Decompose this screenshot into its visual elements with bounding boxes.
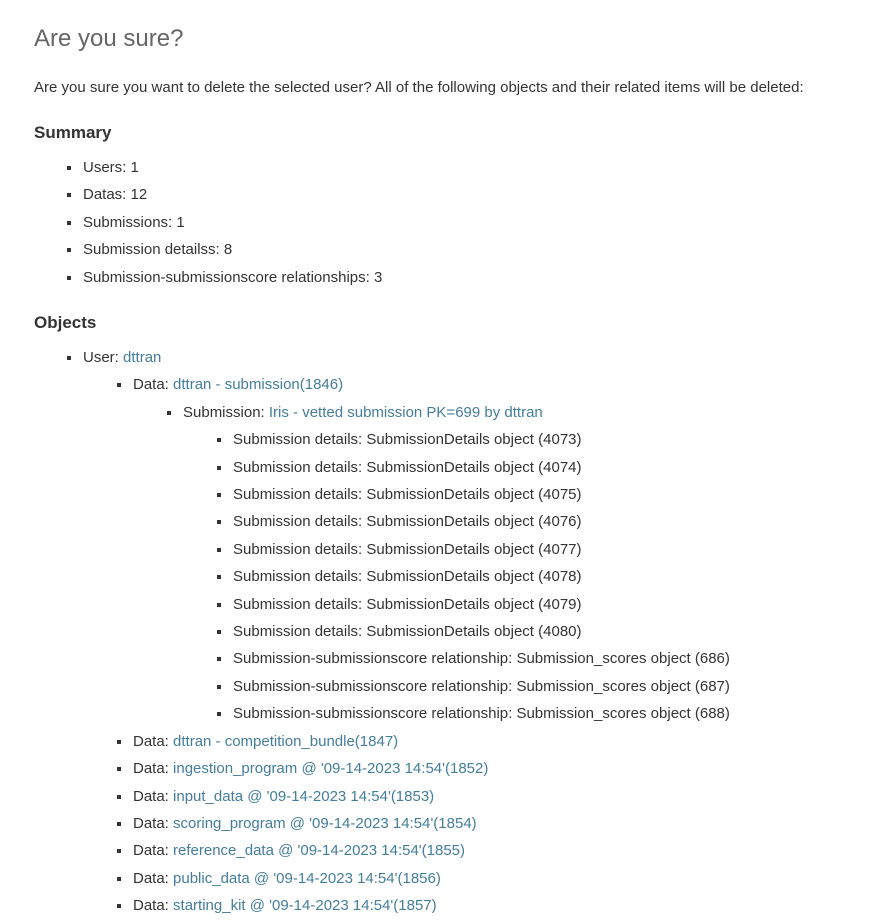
object-type-label: Submission:	[183, 403, 269, 421]
object-item	[233, 563, 730, 590]
object-type-label: Submission-submissionscore relationship: Submission_scores object (687)	[233, 677, 730, 695]
object-type-label: Data:	[133, 732, 174, 750]
object-link[interactable]: dttran - submission(1846)	[173, 376, 344, 394]
object-item	[233, 591, 730, 618]
object-item	[233, 618, 730, 645]
object-type-label: Data:	[133, 787, 174, 805]
object-item	[133, 755, 730, 782]
intro-text: Are you sure you want to delete the selected user? All of the following objects and their related items will be deleted:	[34, 79, 804, 96]
object-item	[133, 837, 730, 864]
object-item	[233, 508, 730, 535]
object-item	[133, 371, 730, 727]
object-link[interactable]: public_data @ '09-14-2023 14:54'(1856)	[173, 869, 441, 887]
object-item	[233, 426, 730, 453]
object-item	[133, 728, 730, 755]
object-item	[233, 673, 730, 700]
object-link[interactable]: Iris - vetted submission PK=699 by dttran	[268, 403, 543, 421]
object-item	[233, 536, 730, 563]
object-type-label: Submission-submissionscore relationship: Submission_scores object (686)	[233, 650, 730, 668]
object-item	[133, 865, 730, 892]
object-link[interactable]: reference_data @ '09-14-2023 14:54'(1855)	[173, 842, 466, 860]
summary-item: Users: 1	[83, 154, 382, 181]
summary-item: Datas: 12	[83, 181, 382, 208]
object-type-label: Data:	[133, 897, 174, 915]
summary-item: Submission detailss: 8	[83, 236, 382, 263]
object-item	[133, 810, 730, 837]
summary-heading: Summary	[34, 123, 112, 142]
object-link[interactable]: dttran - competition_bundle(1847)	[173, 732, 399, 750]
object-children	[233, 426, 730, 727]
summary-list	[83, 154, 382, 291]
object-children	[133, 371, 730, 919]
object-type-label: Submission details: SubmissionDetails object (4076)	[233, 513, 582, 531]
objects-tree	[83, 344, 730, 920]
page-title: Are you sure?	[34, 25, 184, 52]
object-link[interactable]: dttran	[123, 349, 162, 366]
object-type-label: User:	[83, 349, 124, 366]
object-item	[233, 454, 730, 481]
object-item	[233, 700, 730, 727]
object-type-label: Submission details: SubmissionDetails object (4075)	[233, 486, 582, 504]
object-type-label: Submission details: SubmissionDetails object (4078)	[233, 568, 582, 586]
object-type-label: Submission details: SubmissionDetails object (4080)	[233, 623, 582, 641]
object-item	[233, 481, 730, 508]
object-item	[183, 399, 730, 728]
object-type-label: Data:	[133, 376, 174, 394]
object-type-label: Submission details: SubmissionDetails object (4074)	[233, 458, 582, 476]
object-item	[83, 344, 730, 920]
object-item	[133, 783, 730, 810]
object-type-label: Submission-submissionscore relationship: Submission_scores object (688)	[233, 705, 730, 723]
summary-item: Submission-submissionscore relationships: 3	[83, 264, 382, 291]
object-type-label: Submission details: SubmissionDetails object (4077)	[233, 540, 582, 558]
object-item	[133, 892, 730, 919]
object-type-label: Submission details: SubmissionDetails object (4079)	[233, 595, 582, 613]
object-link[interactable]: ingestion_program @ '09-14-2023 14:54'(1852)	[173, 760, 489, 778]
object-link[interactable]: input_data @ '09-14-2023 14:54'(1853)	[173, 787, 435, 805]
object-type-label: Data:	[133, 760, 174, 778]
object-item	[233, 645, 730, 672]
summary-item: Submissions: 1	[83, 209, 382, 236]
object-type-label: Data:	[133, 842, 174, 860]
object-children	[183, 399, 730, 728]
object-link[interactable]: scoring_program @ '09-14-2023 14:54'(1854)	[173, 814, 477, 832]
object-link[interactable]: starting_kit @ '09-14-2023 14:54'(1857)	[173, 897, 437, 915]
objects-heading: Objects	[34, 313, 97, 332]
object-type-label: Submission details: SubmissionDetails object (4073)	[233, 431, 582, 449]
object-type-label: Data:	[133, 814, 174, 832]
object-type-label: Data:	[133, 869, 174, 887]
